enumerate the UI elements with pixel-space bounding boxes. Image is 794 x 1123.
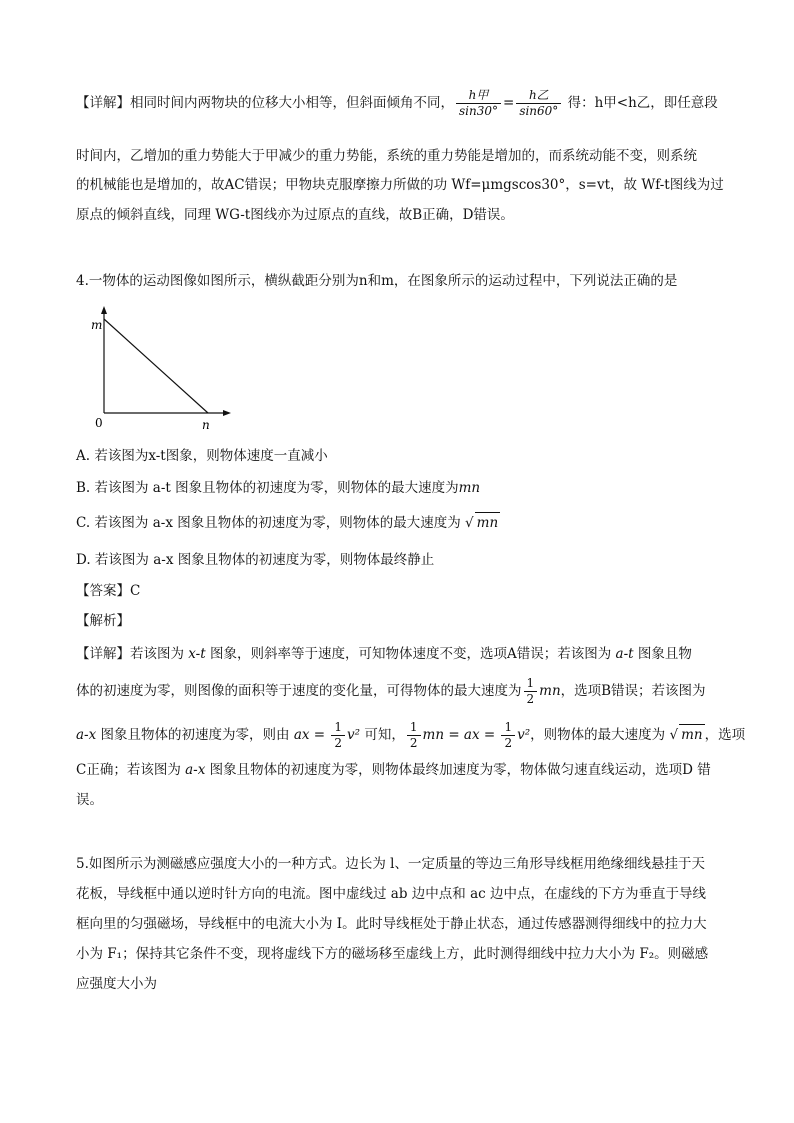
math: a-t xyxy=(615,646,634,662)
t: 图象且物 xyxy=(633,646,692,662)
y-axis-arrow xyxy=(101,306,107,314)
q4-explain-line-3 xyxy=(76,720,745,751)
fraction xyxy=(501,720,515,751)
q4-option-d: D. 若该图为 a-x 图象且物体的初速度为零，则物体最终静止 xyxy=(76,552,435,568)
frac-den: sin30° xyxy=(459,104,498,118)
t: 可知， xyxy=(360,727,405,743)
q3-explain-line-2: 时间内，乙增加的重力势能大于甲减少的重力势能，系统的重力势能是增加的，而系统动能不变，则系统 xyxy=(76,148,697,164)
q4-option-a: A. 若该图为x-t图象，则物体速度一直减小 xyxy=(76,448,328,464)
q5-line-4: 小为 F₁；保持其它条件不变，现将虚线下方的磁场移至虚线上方，此时测得细线中拉力大小为 F₂。则磁感 xyxy=(76,946,709,962)
q4-explain-line-1 xyxy=(76,644,692,664)
t: C正确；若该图为 xyxy=(76,762,186,778)
option-text: C. 若该图为 a-x 图象且物体的初速度为零，则物体的最大速度为 xyxy=(76,515,466,531)
math: mn xyxy=(475,512,501,533)
t: = xyxy=(309,727,330,743)
math: mn xyxy=(458,480,481,496)
q4-option-b xyxy=(76,478,480,498)
frac-num: 1 xyxy=(524,676,538,692)
t: ，则物体的最大速度为 xyxy=(530,727,670,743)
math: = ax = xyxy=(444,727,500,743)
x-axis-arrow xyxy=(223,410,231,416)
math: v² xyxy=(347,727,361,743)
q4-answer: 【答案】C xyxy=(76,583,141,599)
t: ，选项B错误；若该图为 xyxy=(560,683,706,699)
frac-den: 2 xyxy=(526,692,535,706)
math: a-x xyxy=(185,762,206,778)
q3-text: 【详解】相同时间内两物块的位移大小相等，但斜面倾角不同， xyxy=(76,95,454,111)
math: mn xyxy=(679,724,705,745)
q3-explain-line-3: 的机械能也是增加的，故AC错误；甲物块克服摩擦力所做的功 Wf=μmgscos30°，s=vt，故 Wf-t图线为过 xyxy=(76,177,724,193)
q3-explain-line-4: 原点的倾斜直线，同理 WG-t图线亦为过原点的直线，故B正确，D错误。 xyxy=(76,207,514,223)
q5-line-2: 花板，导线框中通以逆时针方向的电流。图中虚线过 ab 边中点和 ac 边中点，在虚线的下方为垂直于导线 xyxy=(76,886,706,902)
t: 图象且物体的初速度为零，则由 xyxy=(96,727,294,743)
fraction xyxy=(407,720,421,751)
q4-explain-line-4 xyxy=(76,760,711,780)
q5-line-3: 框向里的匀强磁场，导线框中的电流大小为 I。此时导线框处于静止状态，通过传感器测得细线中的拉力大 xyxy=(76,916,707,932)
q5-line-1: 5.如图所示为测磁感应强度大小的一种方式。边长为 l、一定质量的等边三角形导线框用绝缘细线悬挂于天 xyxy=(76,856,705,872)
graph-line xyxy=(104,319,208,413)
math: x-t xyxy=(188,646,206,662)
origin-label: 0 xyxy=(95,416,103,430)
fraction xyxy=(524,676,538,707)
q4-stem: 4.一物体的运动图像如图所示，横纵截距分别为n和m，在图象所示的运动过程中，下列说法正确的是 xyxy=(76,273,678,289)
math: a-x xyxy=(76,727,97,743)
sqrt-icon: √ xyxy=(465,515,474,531)
frac-den: 2 xyxy=(409,736,418,750)
q4-option-c xyxy=(76,512,500,533)
q4-analysis-label: 【解析】 xyxy=(76,613,130,629)
fraction xyxy=(331,720,345,751)
frac-num: 1 xyxy=(331,720,345,736)
q4-graph xyxy=(88,303,238,433)
frac-den: 2 xyxy=(504,736,513,750)
frac-num: h乙 xyxy=(516,88,561,104)
math: ax xyxy=(293,727,310,743)
frac-den: 2 xyxy=(334,736,343,750)
q3-text: 得：h甲<h乙，即任意段 xyxy=(563,95,718,111)
math: mn xyxy=(539,683,561,699)
math: mn xyxy=(422,727,445,743)
eq: = xyxy=(503,95,515,111)
q4-explain-line-2 xyxy=(76,676,706,707)
frac-num: h甲 xyxy=(456,88,501,104)
frac-num: 1 xyxy=(407,720,421,736)
t: 【详解】若该图为 xyxy=(76,646,189,662)
t: 体的初速度为零，则图像的面积等于速度的变化量，可得物体的最大速度为 xyxy=(76,683,522,699)
option-text: B. 若该图为 a-t 图象且物体的初速度为零，则物体的最大速度为 xyxy=(76,480,459,496)
frac-den: sin60° xyxy=(519,104,559,118)
t: 图象，则斜率等于速度，可知物体速度不变，选项A错误；若该图为 xyxy=(205,646,616,662)
math: v² xyxy=(517,727,531,743)
y-intercept-label: m xyxy=(91,318,103,332)
fraction xyxy=(516,88,561,119)
t: 图象且物体的初速度为零，则物体最终加速度为零，物体做匀速直线运动，选项D 错 xyxy=(205,762,711,778)
frac-num: 1 xyxy=(501,720,515,736)
fraction xyxy=(456,88,501,119)
q5-line-5: 应强度大小为 xyxy=(76,976,157,992)
q4-explain-line-5: 误。 xyxy=(76,792,103,808)
t: ，选项 xyxy=(704,727,746,743)
x-intercept-label: n xyxy=(202,418,210,432)
q3-explain-line-1 xyxy=(76,88,718,119)
sqrt-icon: √ xyxy=(669,727,679,743)
